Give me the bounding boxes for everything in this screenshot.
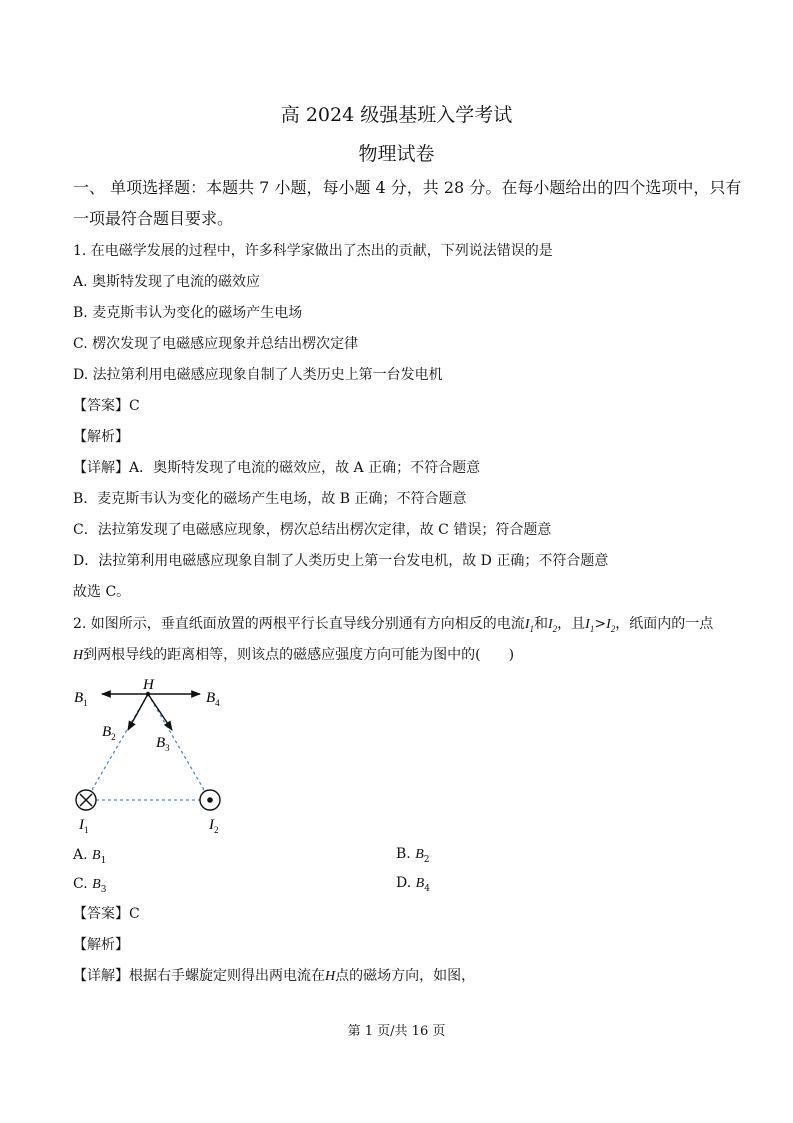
q2-stem-part1: 2. 如图所示，垂直纸面放置的两根平行长直导线分别通有方向相反的电流: [73, 616, 525, 632]
q2-stem-part2: ，且: [557, 616, 586, 632]
q2-detail: 【详解】根据右手螺旋定则得出两电流在H点的磁场方向，如图，: [73, 968, 476, 984]
label-b2: $B_2$: [102, 724, 116, 742]
arrow-b2: [128, 694, 148, 730]
q2-option-a: A. $B_1$: [73, 847, 107, 866]
arrow-b3: [148, 694, 172, 730]
q2-option-c: C. $B_3$: [73, 876, 107, 895]
q1-option-c: C. 楞次发现了电磁感应现象并总结出楞次定律: [73, 336, 359, 352]
magnetic-field-diagram: [66, 672, 236, 842]
q2-var-h: H: [73, 648, 84, 663]
q1-detail-c: C．法拉第发现了电磁感应现象，楞次总结出楞次定律，故 C 错误；符合题意: [73, 522, 552, 538]
q2-answer: 【答案】C: [73, 906, 140, 922]
q2-gt: >: [594, 616, 607, 632]
q1-conclusion: 故选 C。: [73, 584, 131, 600]
q1-option-d: D. 法拉第利用电磁感应现象自制了人类历史上第一台发电机: [73, 367, 443, 383]
page-footer: 第 1 页/共 16 页: [347, 1024, 446, 1039]
q2-var-i1: $I_1$: [524, 617, 534, 634]
q1-detail-d: D．法拉第利用电磁感应现象自制了人类历史上第一台发电机，故 D 正确；不符合题意: [73, 553, 609, 569]
section-heading-line2: 一项最符合题目要求。: [73, 209, 234, 228]
q2-option-d: D. $B_4$: [396, 875, 430, 894]
q1-option-b: B. 麦克斯韦认为变化的磁场产生电场: [73, 305, 303, 321]
question-2-stem-line2: [73, 646, 514, 665]
q1-detail-a: 【详解】A．奥斯特发现了电流的磁效应，故 A 正确；不符合题意: [73, 460, 481, 476]
page-subtitle: 物理试卷: [358, 143, 435, 165]
label-b4: $B_4$: [206, 690, 220, 708]
q2-cmp-i2: $I_2$: [606, 617, 616, 634]
label-i1: $I_1$: [79, 817, 89, 835]
q1-answer: 【答案】C: [73, 398, 140, 414]
q1-detail-b: B．麦克斯韦认为变化的磁场产生电场，故 B 正确；不符合题意: [73, 491, 467, 507]
page-title: 高 2024 级强基班入学考试: [280, 104, 513, 126]
label-i2: $I_2$: [209, 817, 219, 835]
label-b3: $B_3$: [156, 735, 170, 753]
section-heading-line1: 一、 单项选择题：本题共 7 小题，每小题 4 分，共 28 分。在每小题给出的四个选项中，只有: [73, 178, 742, 197]
question-2-stem-line1: [73, 615, 713, 638]
q2-option-b: B. $B_2$: [396, 846, 430, 865]
label-h: H: [143, 677, 154, 693]
label-b1: $B_1$: [74, 690, 88, 708]
q1-option-a: A. 奥斯特发现了电流的磁效应: [73, 274, 261, 290]
q2-stem-part3: ，纸面内的一点: [615, 616, 714, 632]
q2-stem-line2-text: 到两根导线的距离相等，则该点的磁感应强度方向可能为图中的( ): [83, 647, 515, 663]
q2-and: 和: [533, 616, 548, 632]
q2-var-i2: $I_2$: [547, 617, 558, 634]
question-1-stem: 1. 在电磁学发展的过程中，许多科学家做出了杰出的贡献，下列说法错误的是: [73, 243, 553, 259]
q2-cmp-i1: $I_1$: [585, 617, 595, 634]
q2-analysis-label: 【解析】: [73, 937, 129, 953]
q1-analysis-label: 【解析】: [73, 429, 129, 445]
